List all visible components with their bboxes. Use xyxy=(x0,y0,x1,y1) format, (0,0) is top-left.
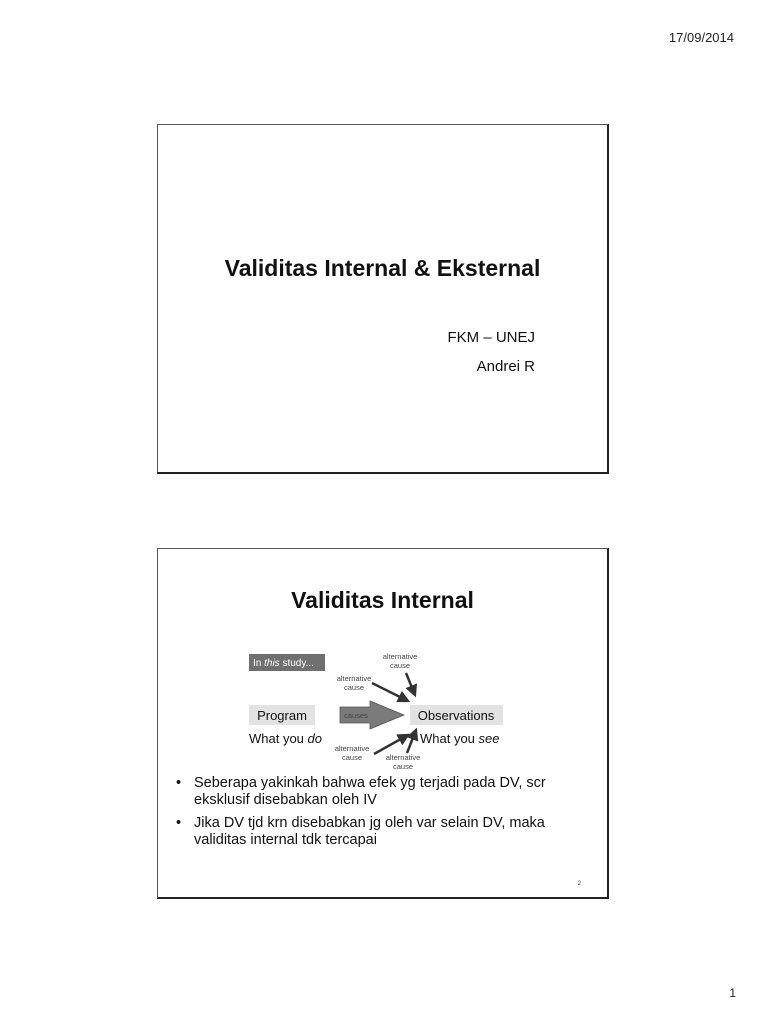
slide-number: 2 xyxy=(577,881,581,887)
slide-2 xyxy=(157,548,609,899)
bullet-marker: • xyxy=(176,775,182,791)
alt-cause-bottom-left-line2: cause xyxy=(341,753,363,762)
what-you-do-label: What you do xyxy=(249,731,322,746)
what-you-see-label: What you see xyxy=(420,731,500,746)
alt-cause-left-line2: cause xyxy=(343,683,365,692)
arrow-alt-bottom-right xyxy=(407,730,416,753)
bullet-list xyxy=(176,775,577,855)
alt-cause-top-line2: cause xyxy=(389,661,411,670)
bullet-text: Seberapa yakinkah bahwa efek yg terjadi pada DV, scr eksklusif disebabkan oleh IV xyxy=(194,775,546,808)
alt-cause-left-line1: alternative xyxy=(336,674,372,683)
alt-cause-top-line1: alternative xyxy=(382,652,418,661)
page-date: 17/09/2014 xyxy=(668,30,734,45)
alt-cause-bottom-right-line2: cause xyxy=(392,762,414,771)
program-label: Program xyxy=(257,708,307,723)
slide-2-title: Validitas Internal xyxy=(291,587,474,613)
slide-1 xyxy=(157,124,609,474)
slide-1-subtitle-affiliation: FKM – UNEJ xyxy=(447,329,535,346)
arrow-alt-top xyxy=(406,673,415,695)
arrow-alt-bottom-left xyxy=(374,735,408,754)
slide-1-title: Validitas Internal & Eksternal xyxy=(224,255,541,281)
study-label: In this study... xyxy=(253,658,314,669)
causes-label: causes xyxy=(344,711,368,720)
bullet-marker: • xyxy=(176,815,182,831)
slide-1-subtitle-author: Andrei R xyxy=(476,358,535,375)
alt-cause-bottom-right-line1: alternative xyxy=(385,753,421,762)
observations-label: Observations xyxy=(417,708,495,723)
alt-cause-bottom-left-line1: alternative xyxy=(334,744,370,753)
bullet-text: Jika DV tjd krn disebabkan jg oleh var selain DV, maka validitas internal tdk tercapai xyxy=(194,815,545,848)
bullet-item xyxy=(176,815,577,849)
bullet-item xyxy=(176,775,577,809)
page-number: 1 xyxy=(729,986,736,1000)
arrow-alt-left xyxy=(372,683,408,701)
validity-diagram xyxy=(158,549,610,779)
